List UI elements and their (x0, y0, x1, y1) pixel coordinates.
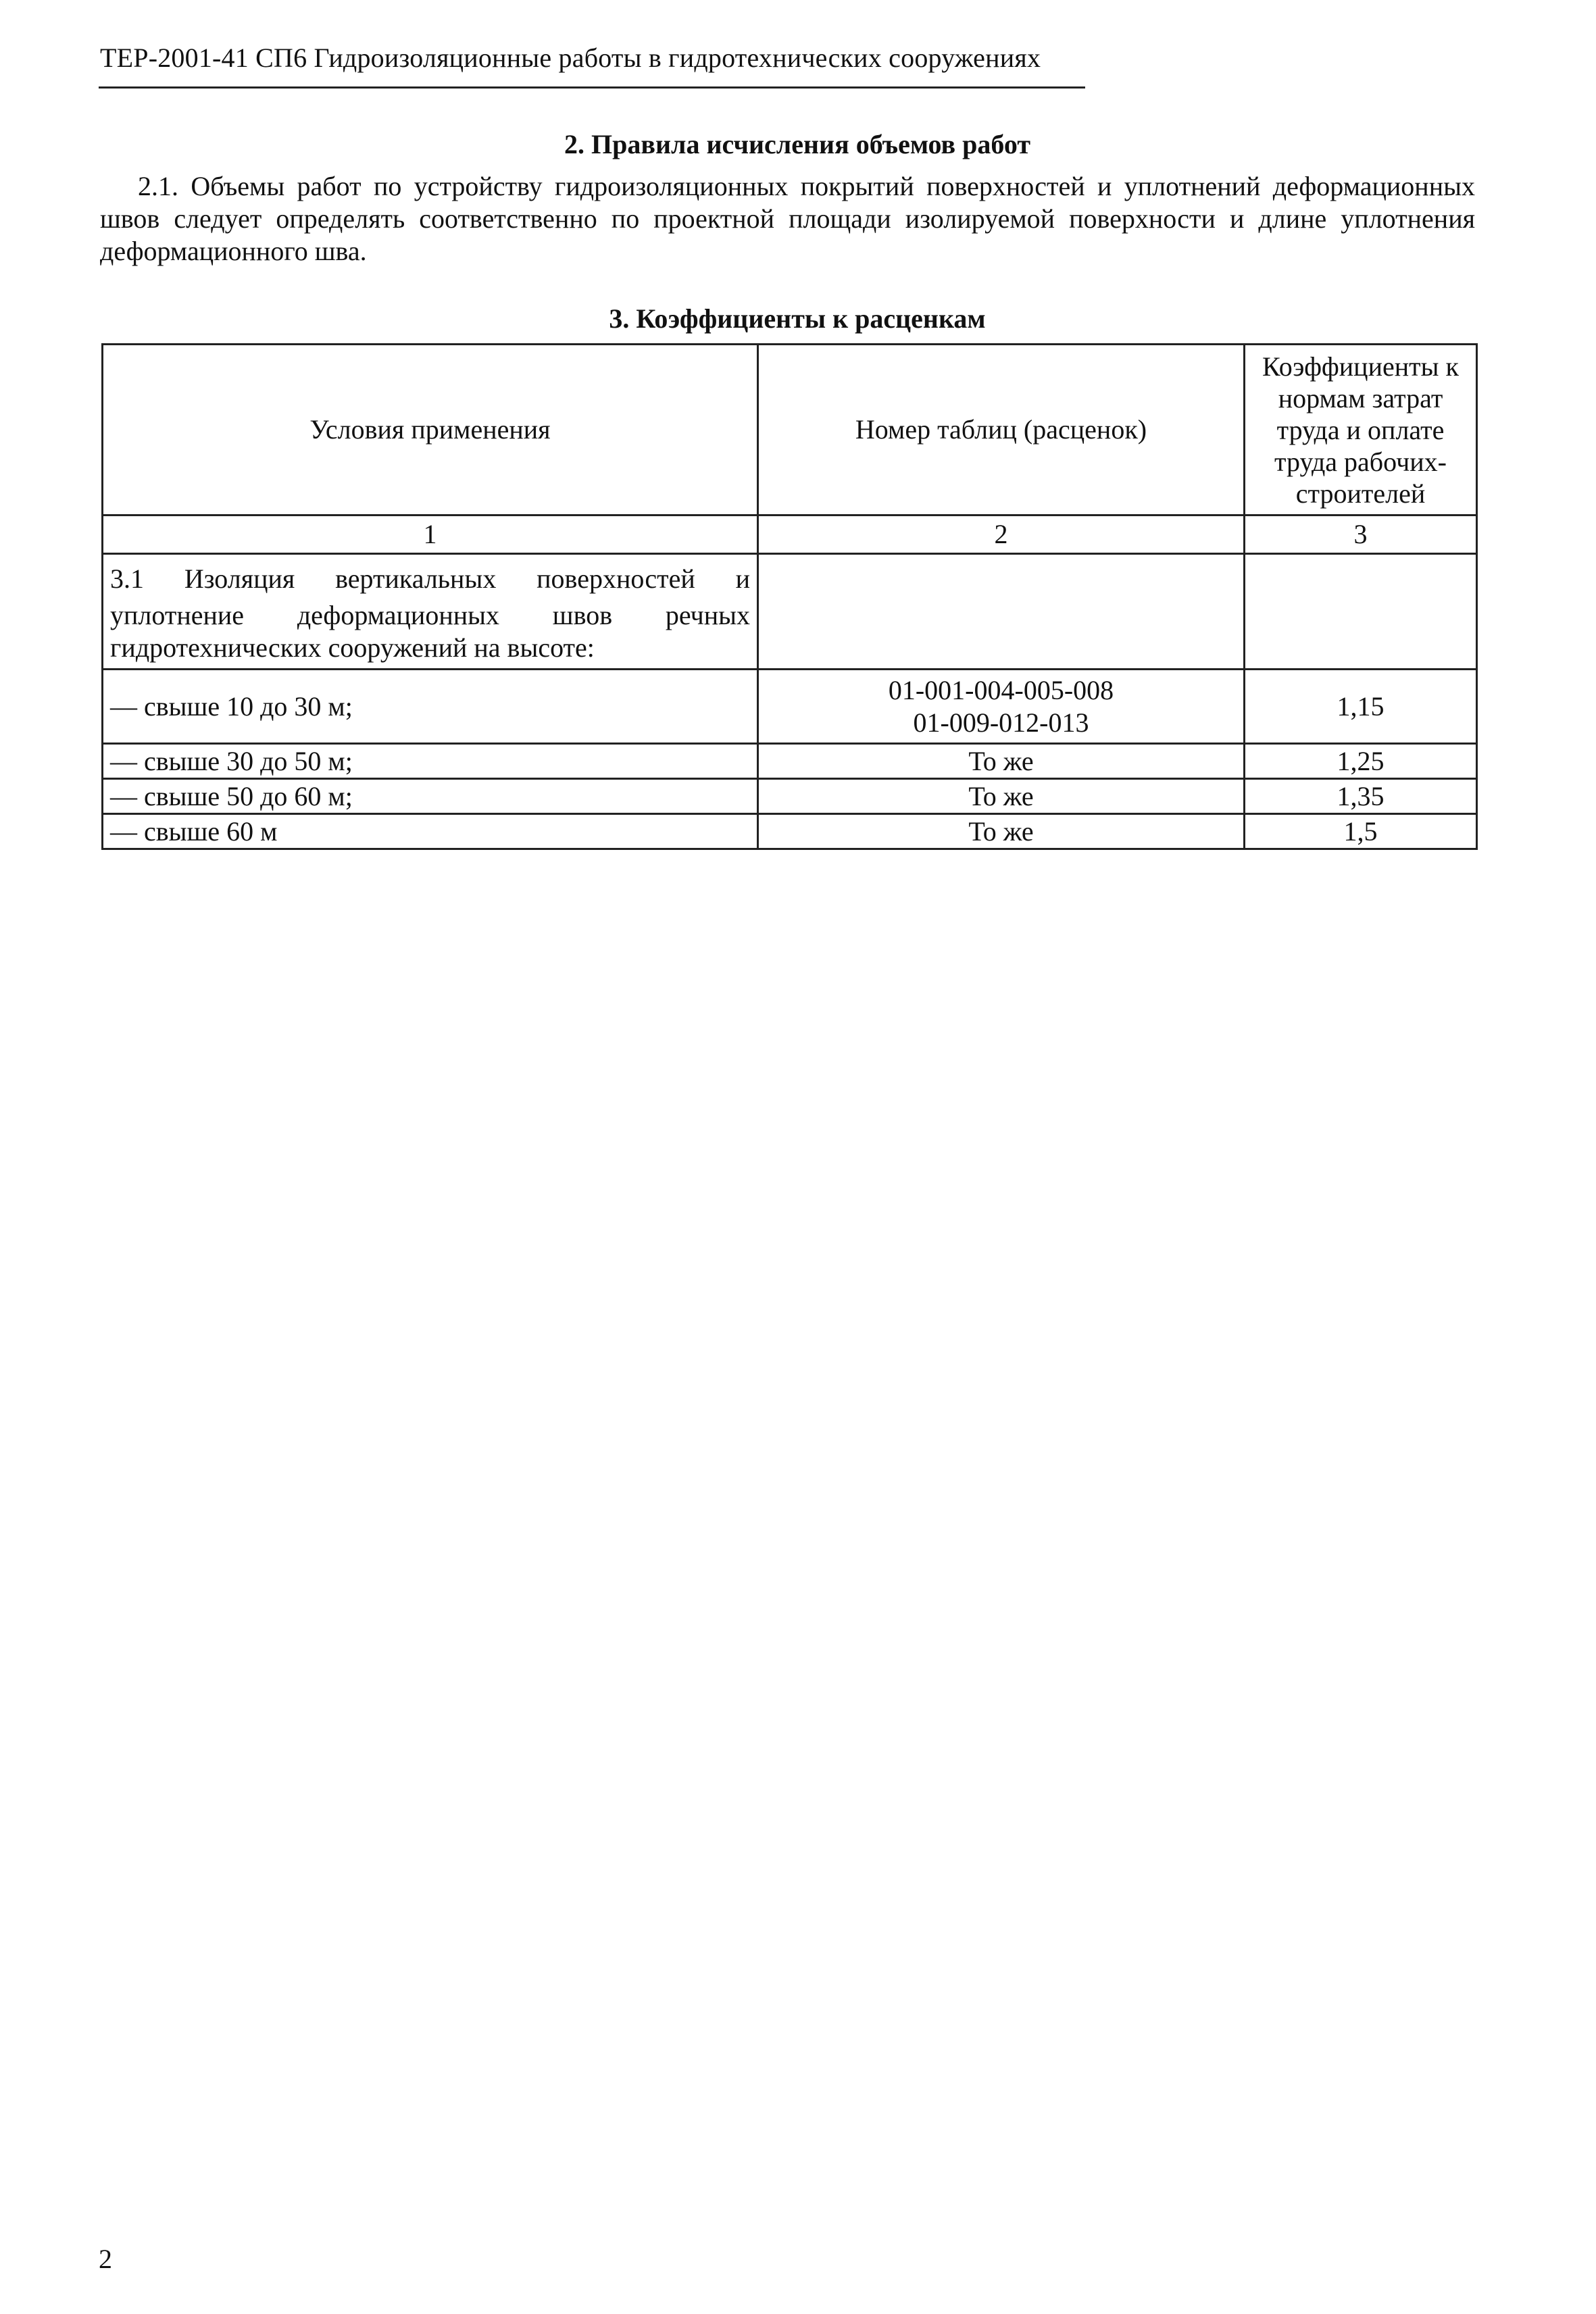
page-header-title: ТЕР-2001-41 СП6 Гидроизоляционные работы в гидротехнических сооружениях (100, 43, 1041, 73)
section-3-title: 3. Коэффициенты к расценкам (609, 303, 986, 334)
column-number-2: 2 (758, 515, 1245, 554)
table-row (103, 814, 1477, 849)
row-table-numbers: То же (758, 744, 1245, 779)
header-conditions: Условия применения (103, 345, 758, 515)
column-number-row (103, 515, 1477, 554)
header-divider (99, 86, 1085, 89)
table-row (103, 670, 1477, 744)
section-2-paragraph (100, 170, 1475, 268)
group-intro-empty-2 (758, 554, 1245, 670)
row-table-numbers (758, 670, 1245, 744)
row-table-numbers: То же (758, 814, 1245, 849)
table-row (103, 779, 1477, 814)
row-coefficient: 1,25 (1245, 744, 1477, 779)
row-condition: — свыше 50 до 60 м; (103, 779, 758, 814)
table-row (103, 744, 1477, 779)
group-intro-empty-3 (1245, 554, 1477, 670)
row-coefficient: 1,5 (1245, 814, 1477, 849)
group-intro-line-3: гидротехнических сооружений на высоте: (110, 632, 595, 663)
header-coefficients: Коэффициенты к нормам затрат труда и оплате труда рабочих-строителей (1245, 345, 1477, 515)
row-condition: — свыше 60 м (103, 814, 758, 849)
header-table-numbers: Номер таблиц (расценок) (758, 345, 1245, 515)
row-table-numbers: То же (758, 779, 1245, 814)
group-intro-row (103, 554, 1477, 670)
page-number: 2 (99, 2244, 112, 2274)
column-number-1: 1 (103, 515, 758, 554)
paragraph-text: 2.1. Объемы работ по устройству гидроизоляционных покрытий поверхностей и уплотнений деформационных швов следует определять соответственно по проектной площади изолируемой поверхности и длине уплотнения деформационного шва. (100, 171, 1475, 266)
row-condition: — свыше 30 до 50 м; (103, 744, 758, 779)
coefficients-table (101, 343, 1478, 850)
section-2-title: 2. Правила исчисления объемов работ (564, 129, 1030, 159)
column-number-3: 3 (1245, 515, 1477, 554)
table-header-row (103, 345, 1477, 515)
table-numbers-line-2: 01-009-012-013 (913, 707, 1089, 738)
row-condition: — свыше 10 до 30 м; (103, 670, 758, 744)
group-intro-cell (103, 554, 758, 670)
table-numbers-line-1: 01-001-004-005-008 (888, 674, 1114, 705)
row-coefficient: 1,35 (1245, 779, 1477, 814)
group-intro-line-1: 3.1 Изоляция вертикальных поверхностей и (110, 563, 750, 594)
group-intro-line-2: уплотнение деформационных швов речных (110, 600, 750, 630)
row-coefficient: 1,15 (1245, 670, 1477, 744)
